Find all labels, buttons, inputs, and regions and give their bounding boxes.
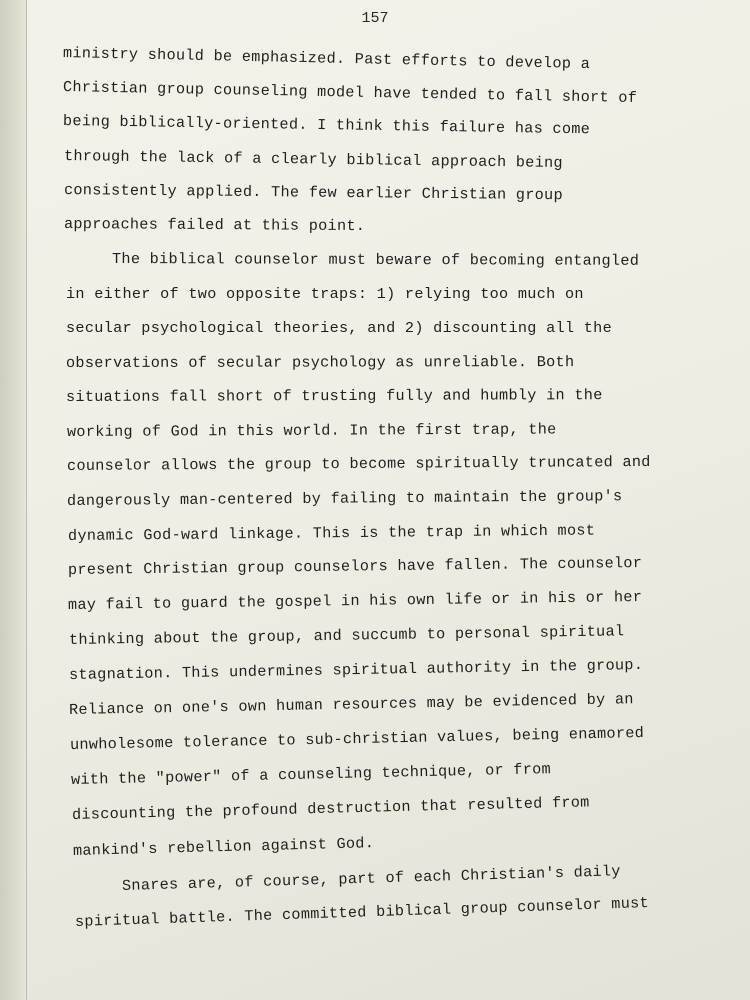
text-line: dynamic God-ward linkage. This is the trap in which most [67, 521, 596, 545]
text-line: situations fall short of trusting fully and humbly in the [65, 386, 603, 406]
text-line: through the lack of a clearly biblical approach being [63, 147, 564, 172]
text-line: ministry should be emphasized. Past efforts to develop a [62, 44, 591, 74]
text-line: unwholesome tolerance to sub-christian values, being enamored [69, 723, 645, 754]
text-line: Reliance on one's own human resources may be evidenced by an [68, 690, 634, 719]
binding-edge [0, 0, 27, 1000]
page-number: 157 [361, 10, 389, 27]
text-line: secular psychological theories, and 2) discounting all the [66, 319, 613, 337]
text-line: may fail to guard the gospel in his own life or in his or her [67, 587, 643, 614]
text-line: spiritual battle. The committed biblical group counselor must [74, 893, 650, 931]
text-line: in either of two opposite traps: 1) relying too much on [66, 285, 584, 303]
text-line: Christian group counseling model have tended to fall short of [62, 78, 638, 108]
text-line: dangerously man-centered by failing to maintain the group's [66, 487, 623, 510]
text-line: present Christian group counselors have fallen. The counselor [67, 553, 643, 579]
text-line: The biblical counselor must beware of becoming entangled [111, 250, 640, 270]
text-line: mankind's rebellion against God. [72, 834, 375, 860]
text-line: Snares are, of course, part of each Christian's daily [121, 862, 622, 895]
text-line: with the "power" of a counseling technique, or from [70, 760, 552, 789]
text-line: approaches failed at this point. [63, 215, 366, 236]
text-line: discounting the profound destruction that resulted from [71, 793, 590, 824]
text-line: counselor allows the group to become spiritually truncated and [66, 452, 651, 475]
text-line: thinking about the group, and succumb to personal spiritual [68, 622, 625, 649]
text-line: working of God in this world. In the first trap, the [66, 420, 557, 441]
text-line: stagnation. This undermines spiritual authority in the group. [68, 655, 644, 684]
text-line: observations of secular psychology as unreliable. Both [65, 353, 575, 372]
text-line: consistently applied. The few earlier Christian group [63, 181, 564, 205]
text-line: being biblically-oriented. I think this failure has come [62, 112, 591, 139]
